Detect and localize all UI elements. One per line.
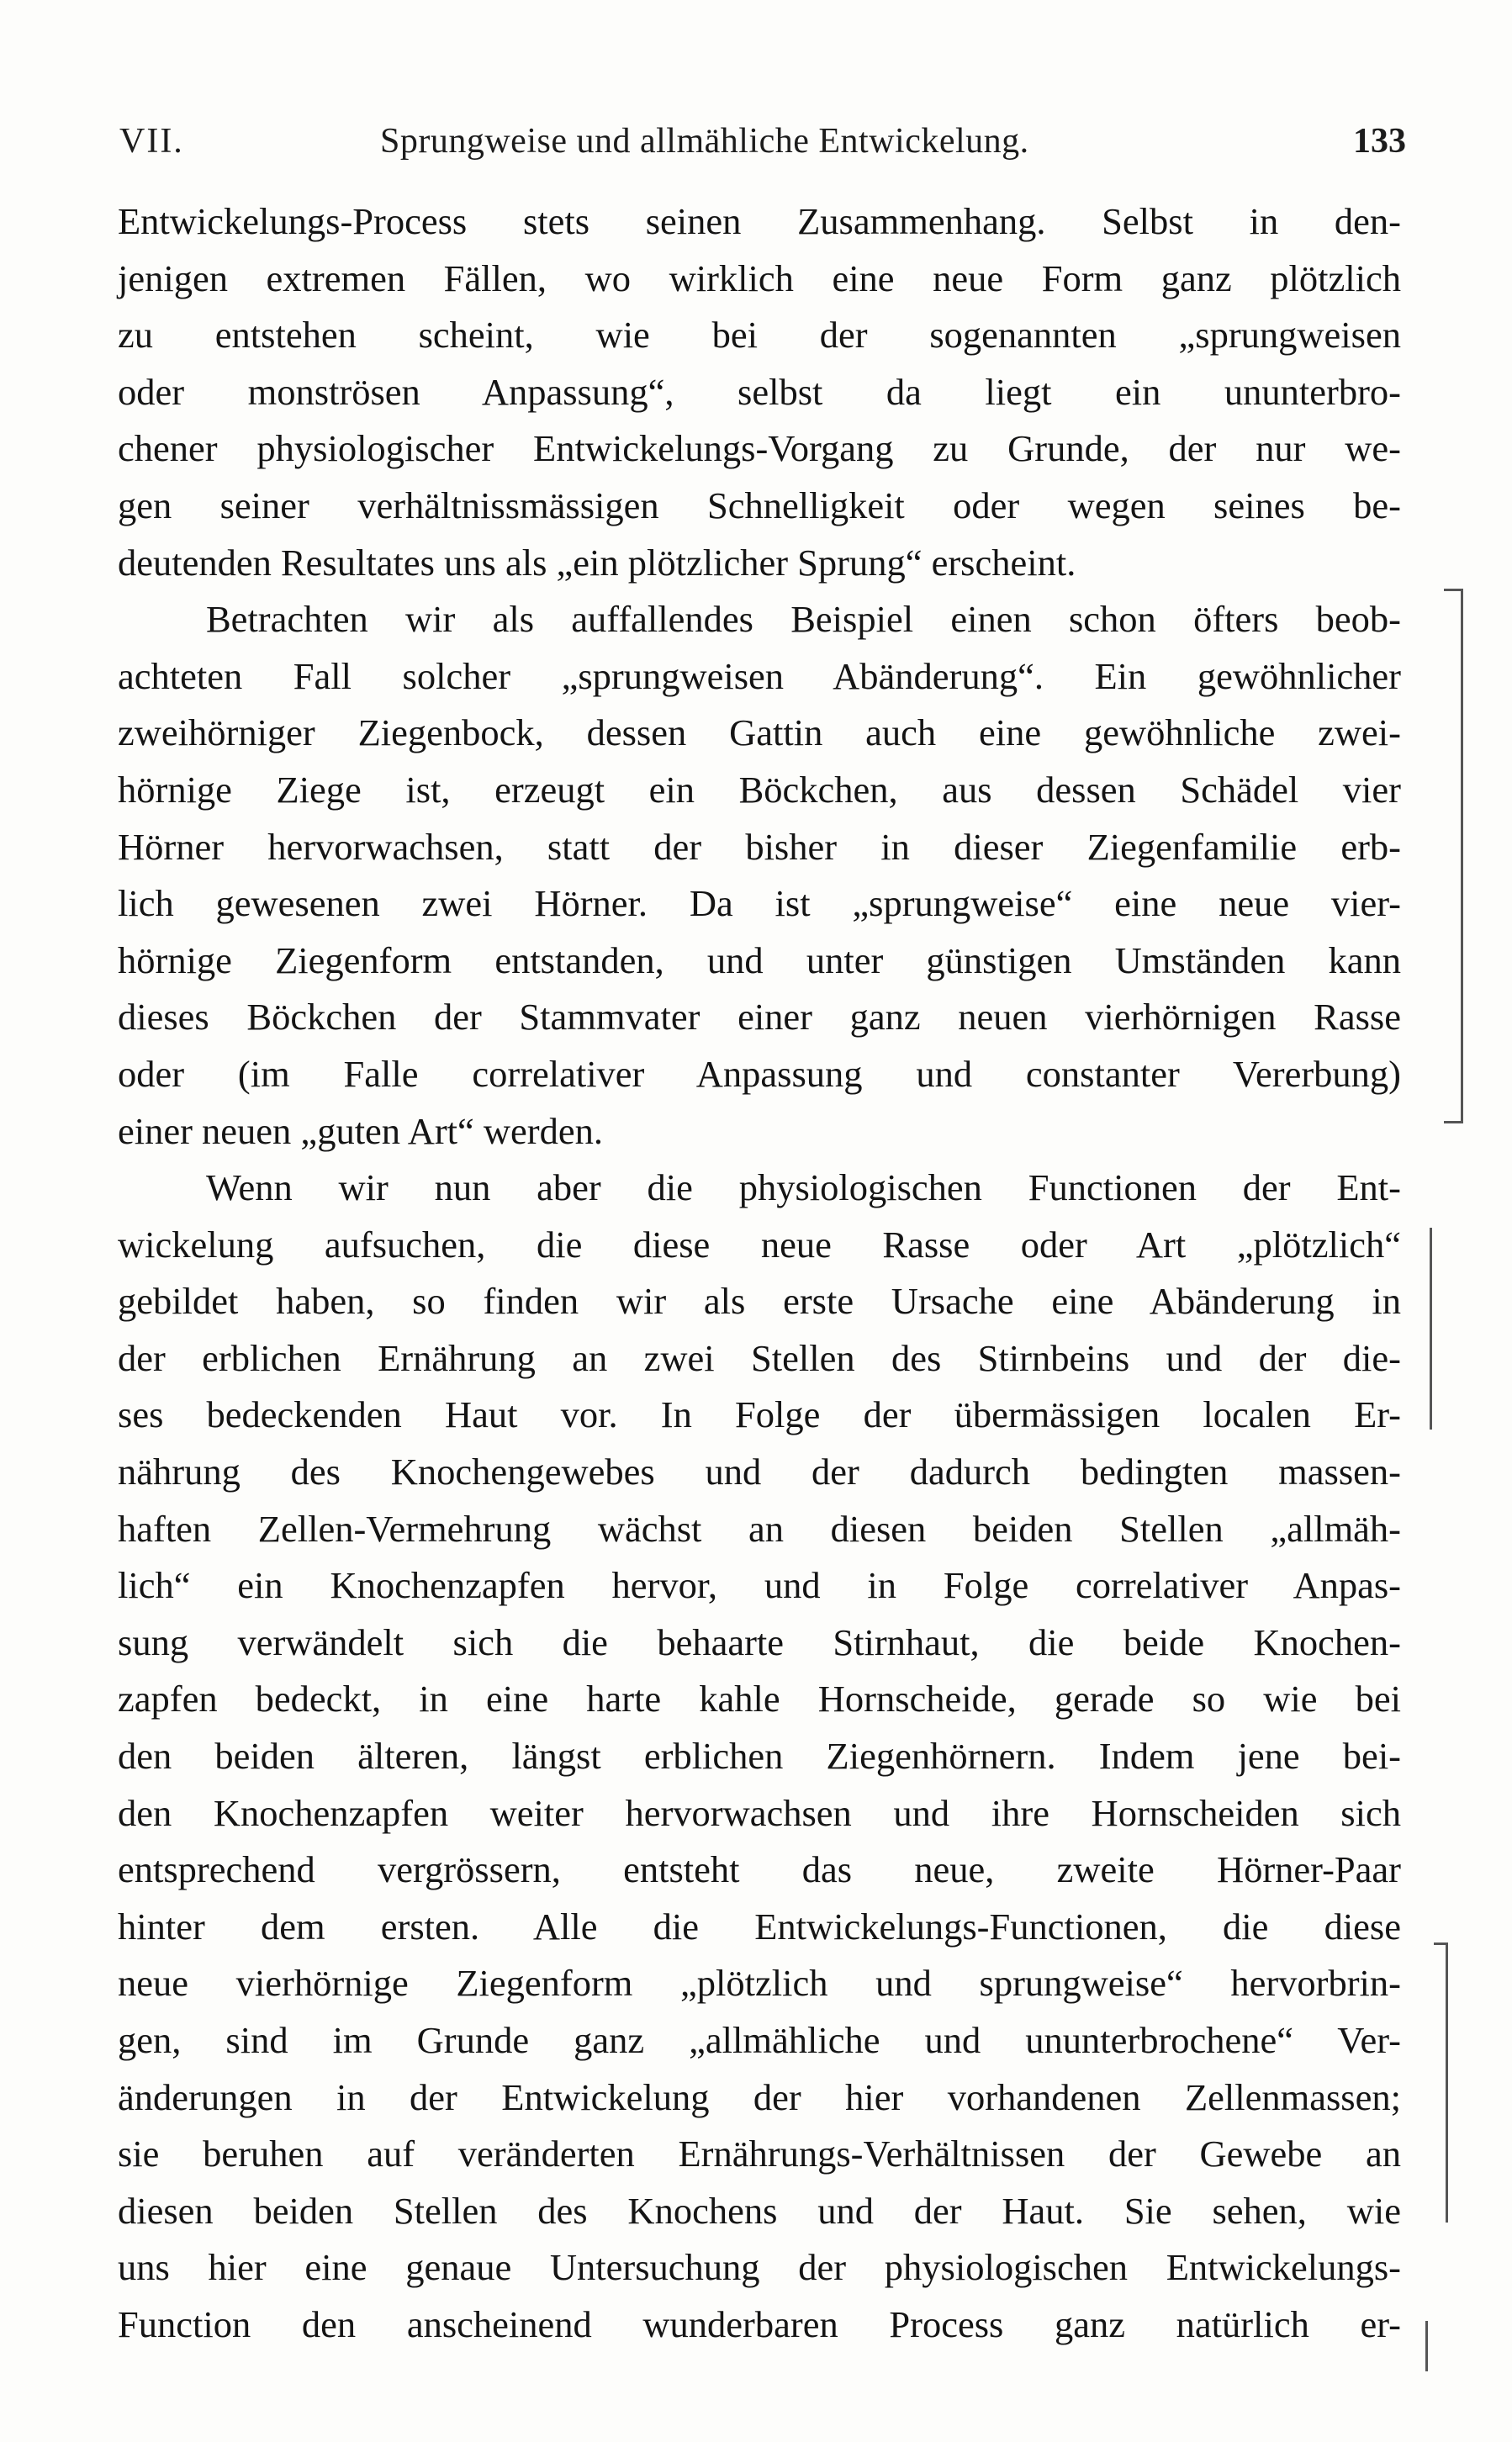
margin-bracket: [1444, 589, 1463, 1123]
text-line: gen, sind im Grunde ganz „allmähliche und ununterbrochene“ Ver-: [118, 2019, 1401, 2061]
text-line: dieses Böckchen der Stammvater einer ganz neuen vierhörnigen Rasse: [118, 996, 1401, 1039]
margin-line: [1425, 2321, 1428, 2371]
running-header: [119, 116, 1406, 166]
text-line: zweihörniger Ziegenbock, dessen Gattin auch eine gewöhnliche zwei-: [118, 711, 1401, 754]
text-line: oder monströsen Anpassung“, selbst da liegt ein ununterbro-: [118, 370, 1401, 413]
running-title: Sprungweise und allmähliche Entwickelung.: [380, 122, 1029, 161]
text-line: Entwickelungs-Process stets seinen Zusammenhang. Selbst in den-: [118, 200, 1401, 242]
text-line: der erblichen Ernährung an zwei Stellen des Stirnbeins und der die-: [118, 1336, 1401, 1379]
text-line: den Knochenzapfen weiter hervorwachsen und ihre Hornscheiden sich: [118, 1791, 1401, 1834]
text-line: gebildet haben, so finden wir als erste Ursache eine Abänderung in: [118, 1280, 1401, 1323]
text-line: achteten Fall solcher „sprungweisen Abänderung“. Ein gewöhnlicher: [118, 654, 1401, 697]
text-line: sie beruhen auf veränderten Ernährungs-Verhältnissen der Gewebe an: [118, 2133, 1401, 2175]
text-line: deutenden Resultates uns als „ein plötzlicher Sprung“ erscheint.: [118, 541, 1076, 584]
text-line: Wenn wir nun aber die physiologischen Functionen der Ent-: [206, 1166, 1401, 1209]
margin-bracket: [1434, 1942, 1448, 2223]
text-line: diesen beiden Stellen des Knochens und der Haut. Sie sehen, wie: [118, 2189, 1401, 2232]
text-line: gen seiner verhältnissmässigen Schnelligkeit oder wegen seines be-: [118, 484, 1401, 526]
text-line: hinter dem ersten. Alle die Entwickelungs-Functionen, die diese: [118, 1905, 1401, 1948]
text-line: hörnige Ziege ist, erzeugt ein Böckchen, aus dessen Schädel vier: [118, 768, 1401, 811]
text-line: zu entstehen scheint, wie bei der sogenannten „sprungweisen: [118, 314, 1401, 357]
text-line: Hörner hervorwachsen, statt der bisher in dieser Ziegenfamilie erb-: [118, 825, 1401, 868]
text-line: chener physiologischer Entwickelungs-Vorgang zu Grunde, der nur we-: [118, 427, 1401, 470]
text-line: neue vierhörnige Ziegenform „plötzlich und sprungweise“ hervorbrin-: [118, 1962, 1401, 2005]
margin-line: [1430, 1228, 1432, 1430]
text-line: Function den anscheinend wunderbaren Process ganz natürlich er-: [118, 2302, 1401, 2345]
body-text: [118, 193, 1401, 2354]
text-line: hörnige Ziegenform entstanden, und unter günstigen Umständen kann: [118, 938, 1401, 981]
text-line: sung verwändelt sich die behaarte Stirnhaut, die beide Knochen-: [118, 1620, 1401, 1663]
text-line: jenigen extremen Fällen, wo wirklich eine neue Form ganz plötzlich: [118, 256, 1401, 299]
text-line: oder (im Falle correlativer Anpassung und constanter Vererbung): [118, 1052, 1401, 1095]
text-line: Betrachten wir als auffallendes Beispiel einen schon öfters beob-: [206, 598, 1401, 641]
text-line: uns hier eine genaue Untersuchung der physiologischen Entwickelungs-: [118, 2246, 1401, 2289]
text-line: änderungen in der Entwickelung der hier vorhandenen Zellenmassen;: [118, 2075, 1401, 2118]
text-line: nährung des Knochengewebes und der dadurch bedingten massen-: [118, 1451, 1401, 1493]
text-line: einer neuen „guten Art“ werden.: [118, 1109, 604, 1152]
text-line: lich“ ein Knochenzapfen hervor, und in Folge correlativer Anpas-: [118, 1564, 1401, 1607]
text-line: lich gewesenen zwei Hörner. Da ist „sprungweise“ eine neue vier-: [118, 882, 1401, 925]
text-line: haften Zellen-Vermehrung wächst an diesen beiden Stellen „allmäh-: [118, 1507, 1401, 1550]
text-line: zapfen bedeckt, in eine harte kahle Hornscheide, gerade so wie bei: [118, 1678, 1401, 1720]
text-line: ses bedeckenden Haut vor. In Folge der übermässigen localen Er-: [118, 1393, 1401, 1436]
text-line: den beiden älteren, längst erblichen Ziegenhörnern. Indem jene bei-: [118, 1735, 1401, 1778]
text-line: wickelung aufsuchen, die diese neue Rasse oder Art „plötzlich“: [118, 1223, 1401, 1266]
chapter-number: VII.: [119, 122, 184, 161]
text-line: entsprechend vergrössern, entsteht das neue, zweite Hörner-Paar: [118, 1848, 1401, 1891]
page-number: 133: [1353, 122, 1406, 161]
